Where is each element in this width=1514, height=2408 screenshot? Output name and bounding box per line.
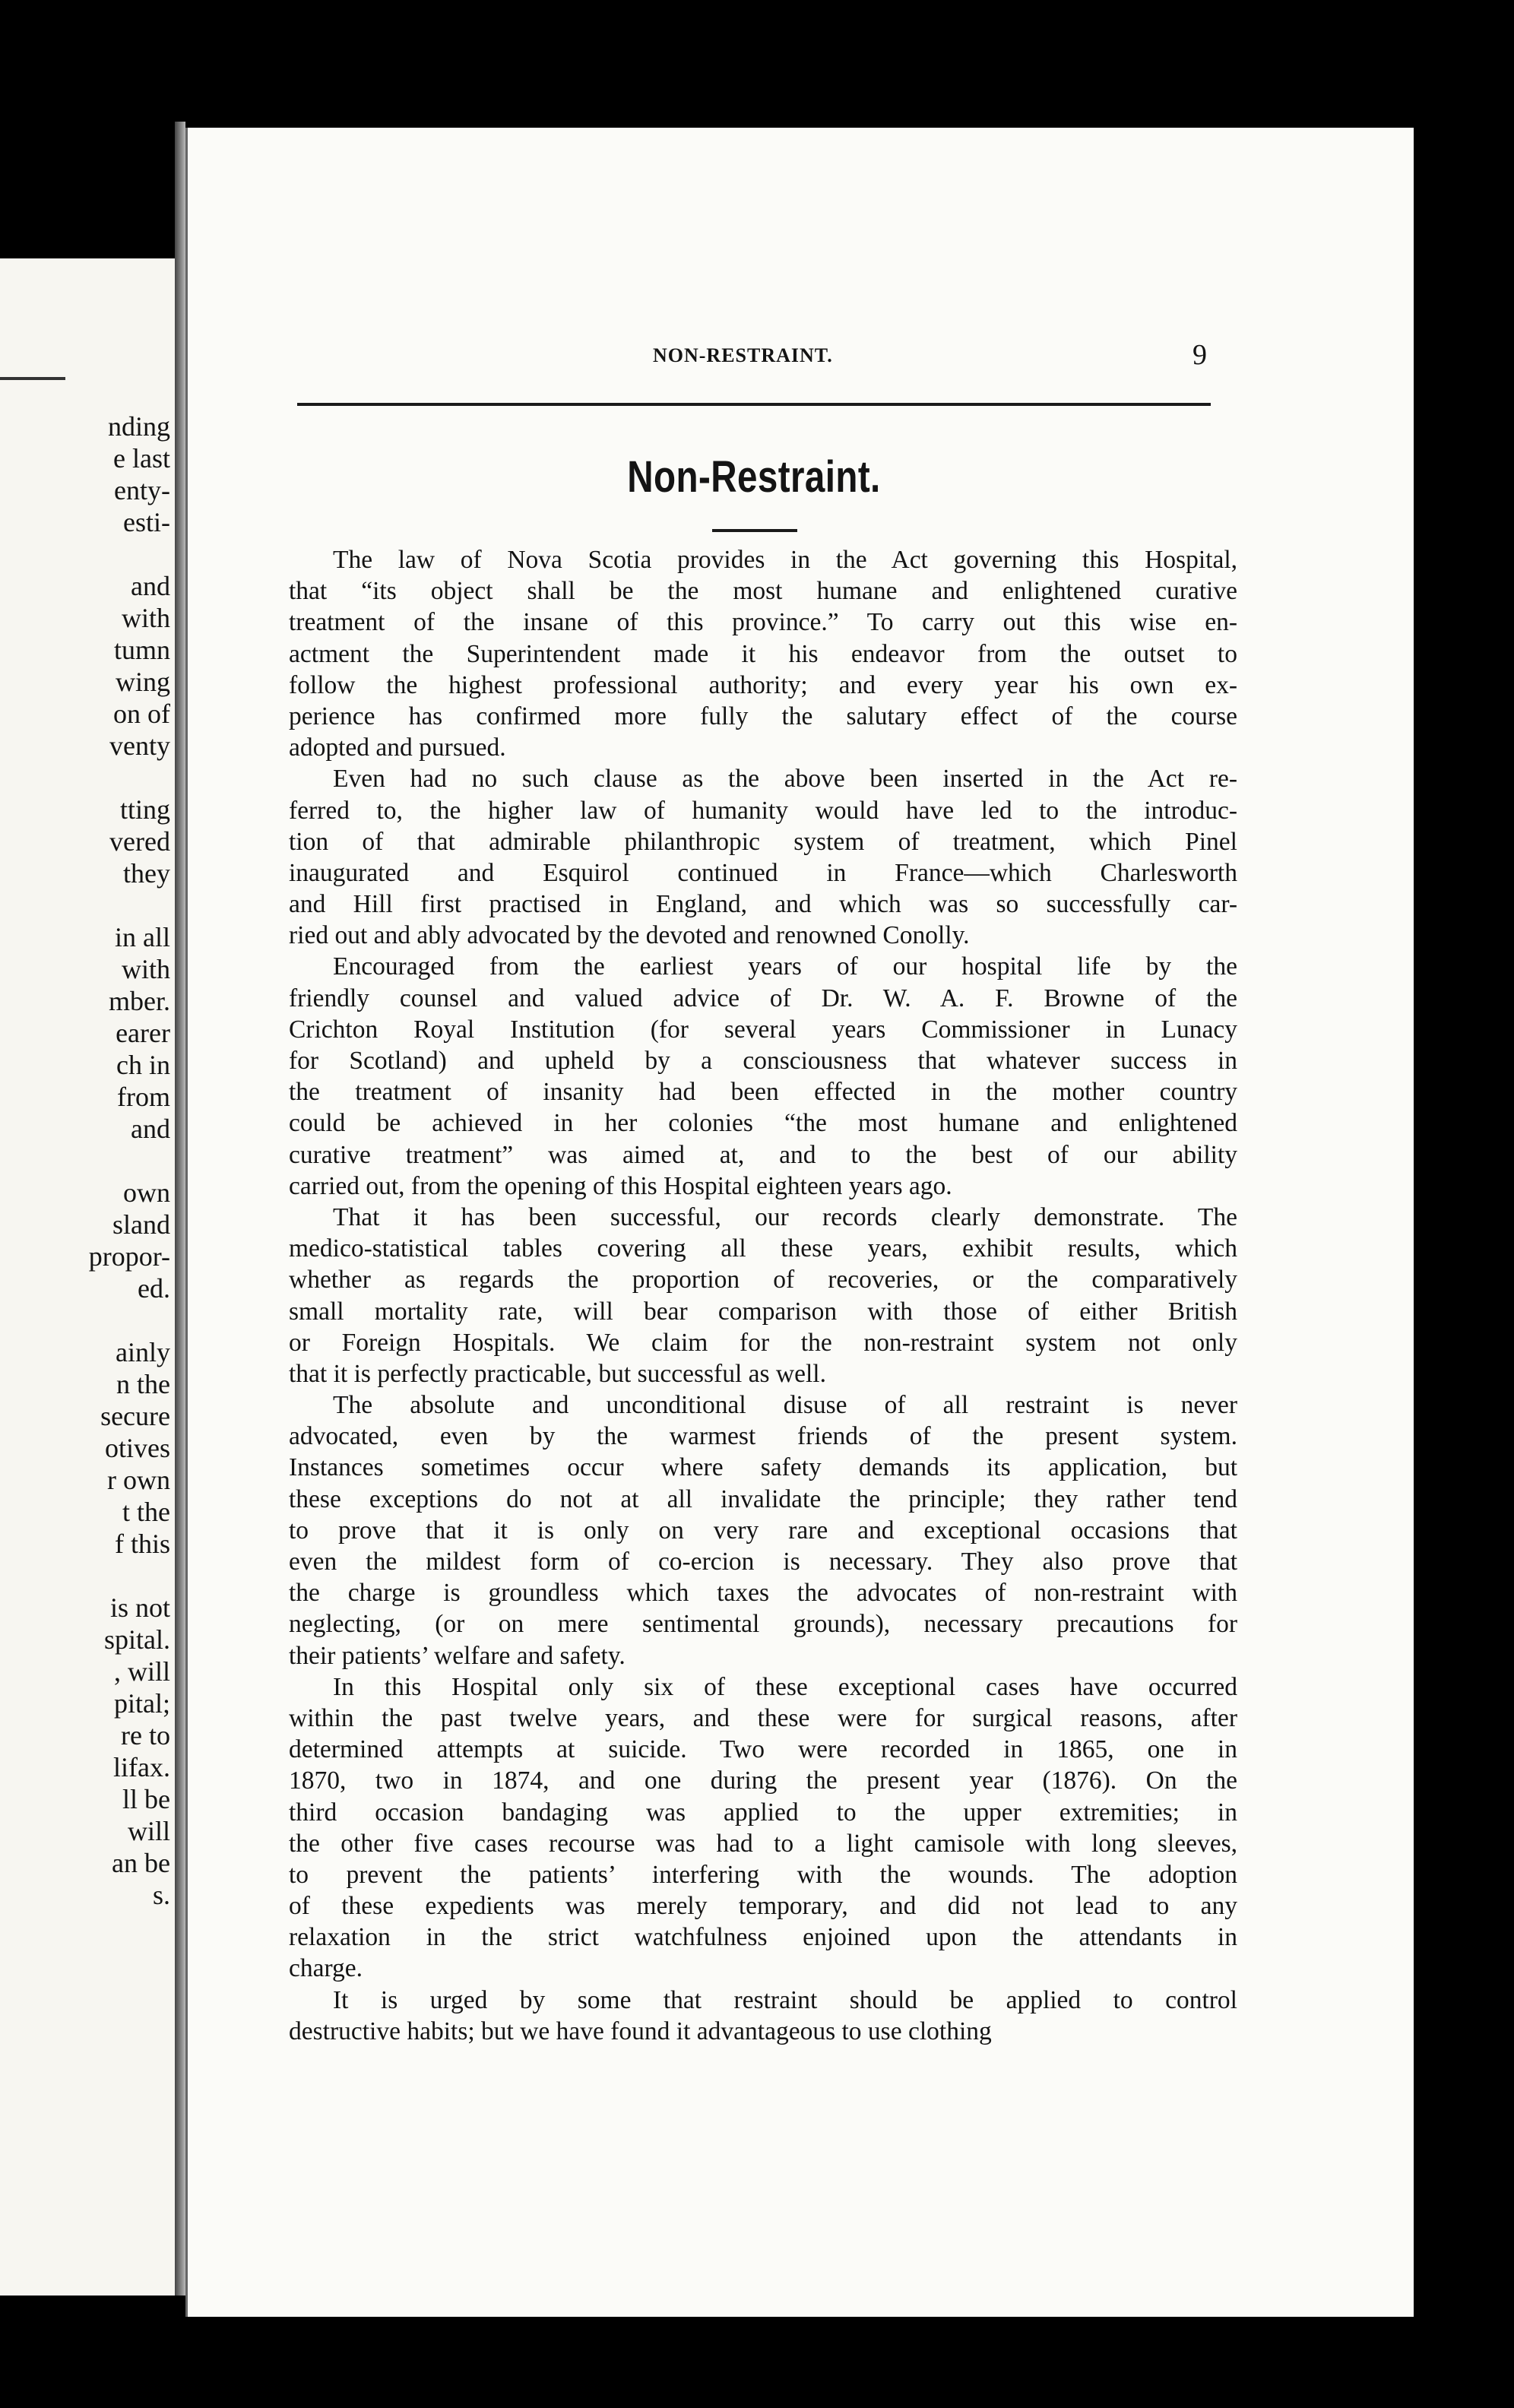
facing-page-line: t the	[122, 1497, 170, 1527]
text-line: to prevent the patients’ interfering with the wounds. The adoption	[289, 1860, 1237, 1889]
text-line: Even had no such clause as the above been inserted in the Act re-	[333, 765, 1237, 794]
text-line: Crichton Royal Institution (for several years Commissioner in Lunacy	[289, 1015, 1237, 1044]
facing-page-rule	[0, 377, 65, 380]
text-line: inaugurated and Esquirol continued in France—which Charlesworth	[289, 858, 1237, 887]
facing-page-line: own	[123, 1177, 170, 1208]
text-line: The law of Nova Scotia provides in the Act governing this Hospital,	[333, 546, 1237, 574]
facing-page-line: otives	[105, 1433, 170, 1463]
text-line: the treatment of insanity had been effected in the mother country	[289, 1078, 1237, 1107]
text-line: treatment of the insane of this province.” To carry out this wise en-	[289, 608, 1237, 637]
text-line: Encouraged from the earliest years of our hospital life by the	[333, 952, 1237, 981]
text-line: the charge is groundless which taxes the advocates of non-restraint with	[289, 1579, 1237, 1608]
text-line: follow the highest professional authority; and every year his own ex-	[289, 670, 1237, 699]
text-line: or Foreign Hospitals. We claim for the non-restraint system not only	[289, 1328, 1237, 1357]
facing-page-line: and	[131, 1114, 170, 1144]
facing-page-line: propor-	[88, 1241, 170, 1272]
facing-page-line: n the	[116, 1369, 170, 1399]
text-line: tion of that admirable philanthropic system of treatment, which Pinel	[289, 827, 1237, 856]
text-line: advocated, even by the warmest friends of the present system.	[289, 1422, 1237, 1451]
facing-page-line: sland	[112, 1209, 170, 1240]
text-line: to prove that it is only on very rare and exceptional occasions that	[289, 1516, 1237, 1545]
facing-page-line: on of	[113, 699, 170, 729]
facing-page-line: tumn	[113, 635, 170, 665]
facing-page-line: , will	[113, 1656, 170, 1687]
text-line: for Scotland) and upheld by a consciousness that whatever success in	[289, 1047, 1237, 1075]
text-line: In this Hospital only six of these exceptional cases have occurred	[333, 1672, 1237, 1701]
title-rule	[712, 529, 797, 532]
facing-page-line: ainly	[116, 1337, 170, 1367]
facing-page-text	[89, 410, 170, 1911]
paragraph	[289, 1671, 1237, 1985]
text-line: and Hill first practised in England, and which was so successfully car-	[289, 890, 1237, 919]
facing-page-line: in all	[115, 922, 170, 952]
facing-page-line: f this	[114, 1529, 170, 1559]
text-line: That it has been successful, our records clearly demonstrate. The	[333, 1202, 1237, 1231]
facing-page-line: mber.	[109, 986, 170, 1016]
text-line: medico-statistical tables covering all these years, exhibit results, which	[289, 1234, 1237, 1263]
text-line: that “its object shall be the most humane and enlightened curative	[289, 577, 1237, 606]
facing-page-line: ed.	[138, 1273, 170, 1304]
facing-page-line	[89, 1560, 170, 1592]
text-line: 1870, two in 1874, and one during the present year (1876). On the	[289, 1766, 1237, 1795]
text-line: neglecting, (or on mere sentimental grounds), necessary precautions for	[289, 1610, 1237, 1639]
running-head-title: NON-RESTRAINT.	[653, 344, 833, 366]
facing-page-line	[89, 1145, 170, 1177]
text-line: third occasion bandaging was applied to the upper extremities; in	[289, 1798, 1237, 1827]
facing-page-line: vered	[109, 826, 170, 857]
text-line: these exceptions do not at all invalidate the principle; they rather tend	[289, 1484, 1237, 1513]
text-line: could be achieved in her colonies “the most humane and enlightened	[289, 1109, 1237, 1138]
text-line: Instances sometimes occur where safety demands its application, but	[289, 1453, 1237, 1482]
scan-background	[1414, 0, 1514, 2408]
text-line: small mortality rate, will bear comparison with those of either British	[289, 1297, 1237, 1326]
facing-page-line: will	[127, 1816, 170, 1846]
facing-page-line: lifax.	[113, 1752, 170, 1782]
paragraph	[289, 544, 1237, 763]
facing-page-line: ch in	[116, 1050, 170, 1080]
running-head	[188, 338, 1229, 369]
text-line: The absolute and unconditional disuse of all restraint is never	[333, 1391, 1237, 1420]
page-number: 9	[1193, 339, 1207, 371]
facing-page-fragment	[0, 258, 175, 2296]
facing-page-line: s.	[152, 1880, 170, 1910]
facing-page-line: e last	[113, 443, 170, 474]
facing-page-line: secure	[100, 1401, 170, 1431]
facing-page-line	[89, 889, 170, 921]
text-line: determined attempts at suicide. Two were recorded in 1865, one in	[289, 1735, 1237, 1764]
facing-page-line: they	[123, 858, 170, 889]
text-line: perience has confirmed more fully the salutary effect of the course	[289, 702, 1237, 730]
paragraph	[289, 1202, 1237, 1389]
text-line: their patients’ welfare and safety.	[289, 1641, 626, 1670]
text-line: of these expedients was merely temporary, and did not lead to any	[289, 1892, 1237, 1921]
facing-page-line: spital.	[104, 1624, 170, 1655]
facing-page-line: nding	[107, 411, 170, 442]
text-line: adopted and pursued.	[289, 733, 506, 762]
facing-page-line: re to	[121, 1720, 170, 1751]
facing-page-line: wing	[116, 667, 170, 697]
paragraph	[289, 1985, 1237, 2047]
facing-page-line: r own	[107, 1465, 170, 1495]
facing-page-line: pital;	[114, 1688, 170, 1719]
paragraph	[289, 1389, 1237, 1671]
text-line: friendly counsel and valued advice of Dr. W. A. F. Browne of the	[289, 984, 1237, 1012]
text-line: whether as regards the proportion of recoveries, or the comparatively	[289, 1266, 1237, 1294]
text-line: charge.	[289, 1954, 363, 1983]
article-body	[289, 544, 1237, 2047]
facing-page-line: earer	[116, 1018, 170, 1048]
facing-page-line: with	[121, 954, 170, 984]
book-gutter	[175, 122, 185, 2296]
text-line: It is urged by some that restraint should be applied to control	[333, 1985, 1237, 2014]
text-line: that it is perfectly practicable, but successful as well.	[289, 1359, 826, 1388]
facing-page-line: esti-	[123, 507, 170, 537]
text-line: the other five cases recourse was had to a light camisole with long sleeves,	[289, 1829, 1237, 1858]
facing-page-line: from	[117, 1082, 170, 1112]
facing-page-line	[89, 762, 170, 794]
text-line: ried out and ably advocated by the devoted and renowned Conolly.	[289, 921, 970, 950]
facing-page-line	[89, 1304, 170, 1336]
paragraph	[289, 951, 1237, 1202]
facing-page-line: tting	[119, 794, 170, 825]
article-title: Non-Restraint.	[627, 452, 881, 502]
paragraph	[289, 763, 1237, 951]
facing-page-line: enty-	[114, 475, 170, 505]
facing-page-line: an be	[112, 1848, 170, 1878]
text-line: carried out, from the opening of this Hospital eighteen years ago.	[289, 1171, 952, 1200]
text-line: even the mildest form of co-ercion is necessary. They also prove that	[289, 1548, 1237, 1576]
facing-page-line	[89, 538, 170, 570]
text-line: actment the Superintendent made it his endeavor from the outset to	[289, 639, 1237, 668]
facing-page-line: ll be	[122, 1784, 170, 1814]
text-line: destructive habits; but we have found it advantageous to use clothing	[289, 2017, 992, 2045]
facing-page-line: venty	[109, 730, 170, 761]
text-line: ferred to, the higher law of humanity would have led to the introduc-	[289, 796, 1237, 825]
header-rule	[297, 403, 1211, 406]
text-line: curative treatment” was aimed at, and to the best of our ability	[289, 1140, 1237, 1169]
facing-page-line: is not	[109, 1592, 170, 1623]
facing-page-line: and	[131, 571, 170, 601]
facing-page-line: with	[121, 603, 170, 633]
book-page	[185, 128, 1416, 2317]
text-line: relaxation in the strict watchfulness enjoined upon the attendants in	[289, 1923, 1237, 1952]
text-line: within the past twelve years, and these were for surgical reasons, after	[289, 1703, 1237, 1732]
